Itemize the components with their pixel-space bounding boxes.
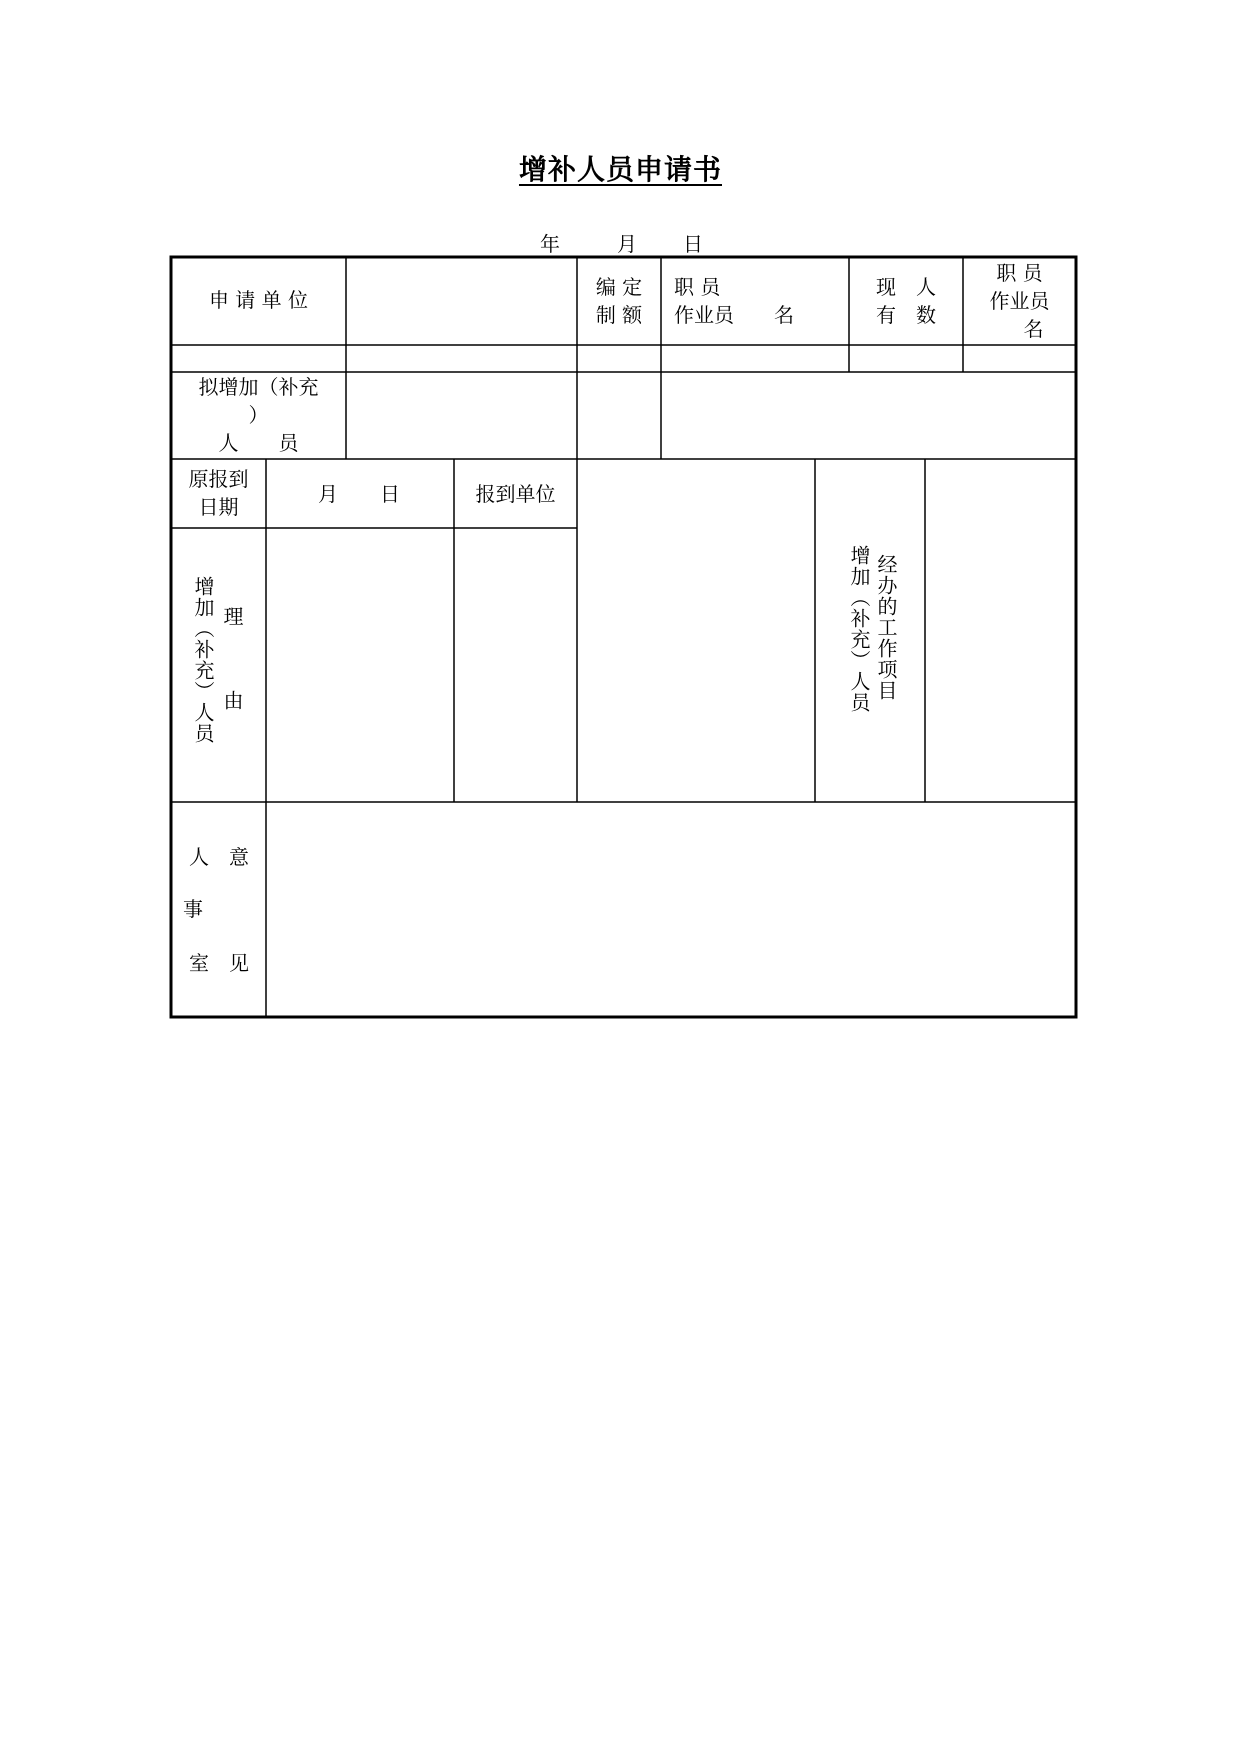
staff-worker-label-2-line2: 作业员	[989, 289, 1050, 313]
applicant-unit-field[interactable]	[347, 258, 576, 344]
planned-addition-field[interactable]	[347, 373, 576, 458]
reason-field[interactable]	[267, 529, 453, 801]
staff-worker-label-line1: 职 员	[674, 275, 721, 299]
quota-label-line2: 制 额	[595, 303, 643, 327]
hr-opinion-field[interactable]	[267, 803, 1075, 1016]
original-report-date-label	[171, 465, 266, 521]
original-report-date-line2: 日期	[198, 495, 239, 519]
report-unit-label: 报到单位	[475, 482, 556, 506]
title-text: 增补人员申请书	[518, 153, 722, 186]
report-day-label: 日	[380, 482, 400, 506]
staff-worker-label	[674, 273, 844, 329]
planned-addition-line1: 拟增加（补充	[198, 375, 319, 399]
staff-worker-label-line2: 作业员 名	[674, 303, 794, 327]
reason-label-col2: 理 由	[220, 606, 244, 718]
report-month-label: 月	[318, 482, 338, 506]
quota-label	[577, 273, 661, 329]
hr-opinion-row1: 人 意	[189, 845, 249, 869]
work-items-field[interactable]	[926, 460, 1075, 801]
hr-opinion-label	[171, 802, 266, 1017]
report-unit-field[interactable]	[455, 529, 576, 801]
hr-opinion-row3: 室 见	[189, 951, 249, 975]
staff-worker-label-2	[963, 259, 1076, 343]
date-year-label: 年	[540, 232, 560, 256]
planned-addition-label	[171, 373, 346, 457]
current-count-label-line1: 现 人	[876, 275, 936, 299]
planned-addition-line3: 人 员	[218, 431, 299, 455]
staff-worker-label-2-line1: 职 员	[996, 261, 1043, 285]
planned-addition-line2: ）	[248, 403, 269, 427]
date-day-label: 日	[683, 232, 703, 256]
quota-label-line1: 编 定	[595, 275, 643, 299]
current-count-label	[849, 273, 963, 329]
staff-worker-label-2-line3: 名	[1023, 317, 1044, 341]
original-report-date-line1: 原报到	[188, 467, 249, 491]
applicant-unit-label: 申 请 单 位	[208, 288, 309, 312]
reason-label-col1: 增加（补充）人员	[191, 576, 215, 744]
current-count-label-line2: 有 数	[876, 303, 936, 327]
work-items-label-col2: 增加（补充）人员	[847, 545, 871, 713]
date-month-label: 月	[617, 232, 637, 256]
hr-opinion-row2: 事	[183, 897, 203, 921]
work-items-label-col1: 经办的工作项目	[874, 554, 898, 701]
